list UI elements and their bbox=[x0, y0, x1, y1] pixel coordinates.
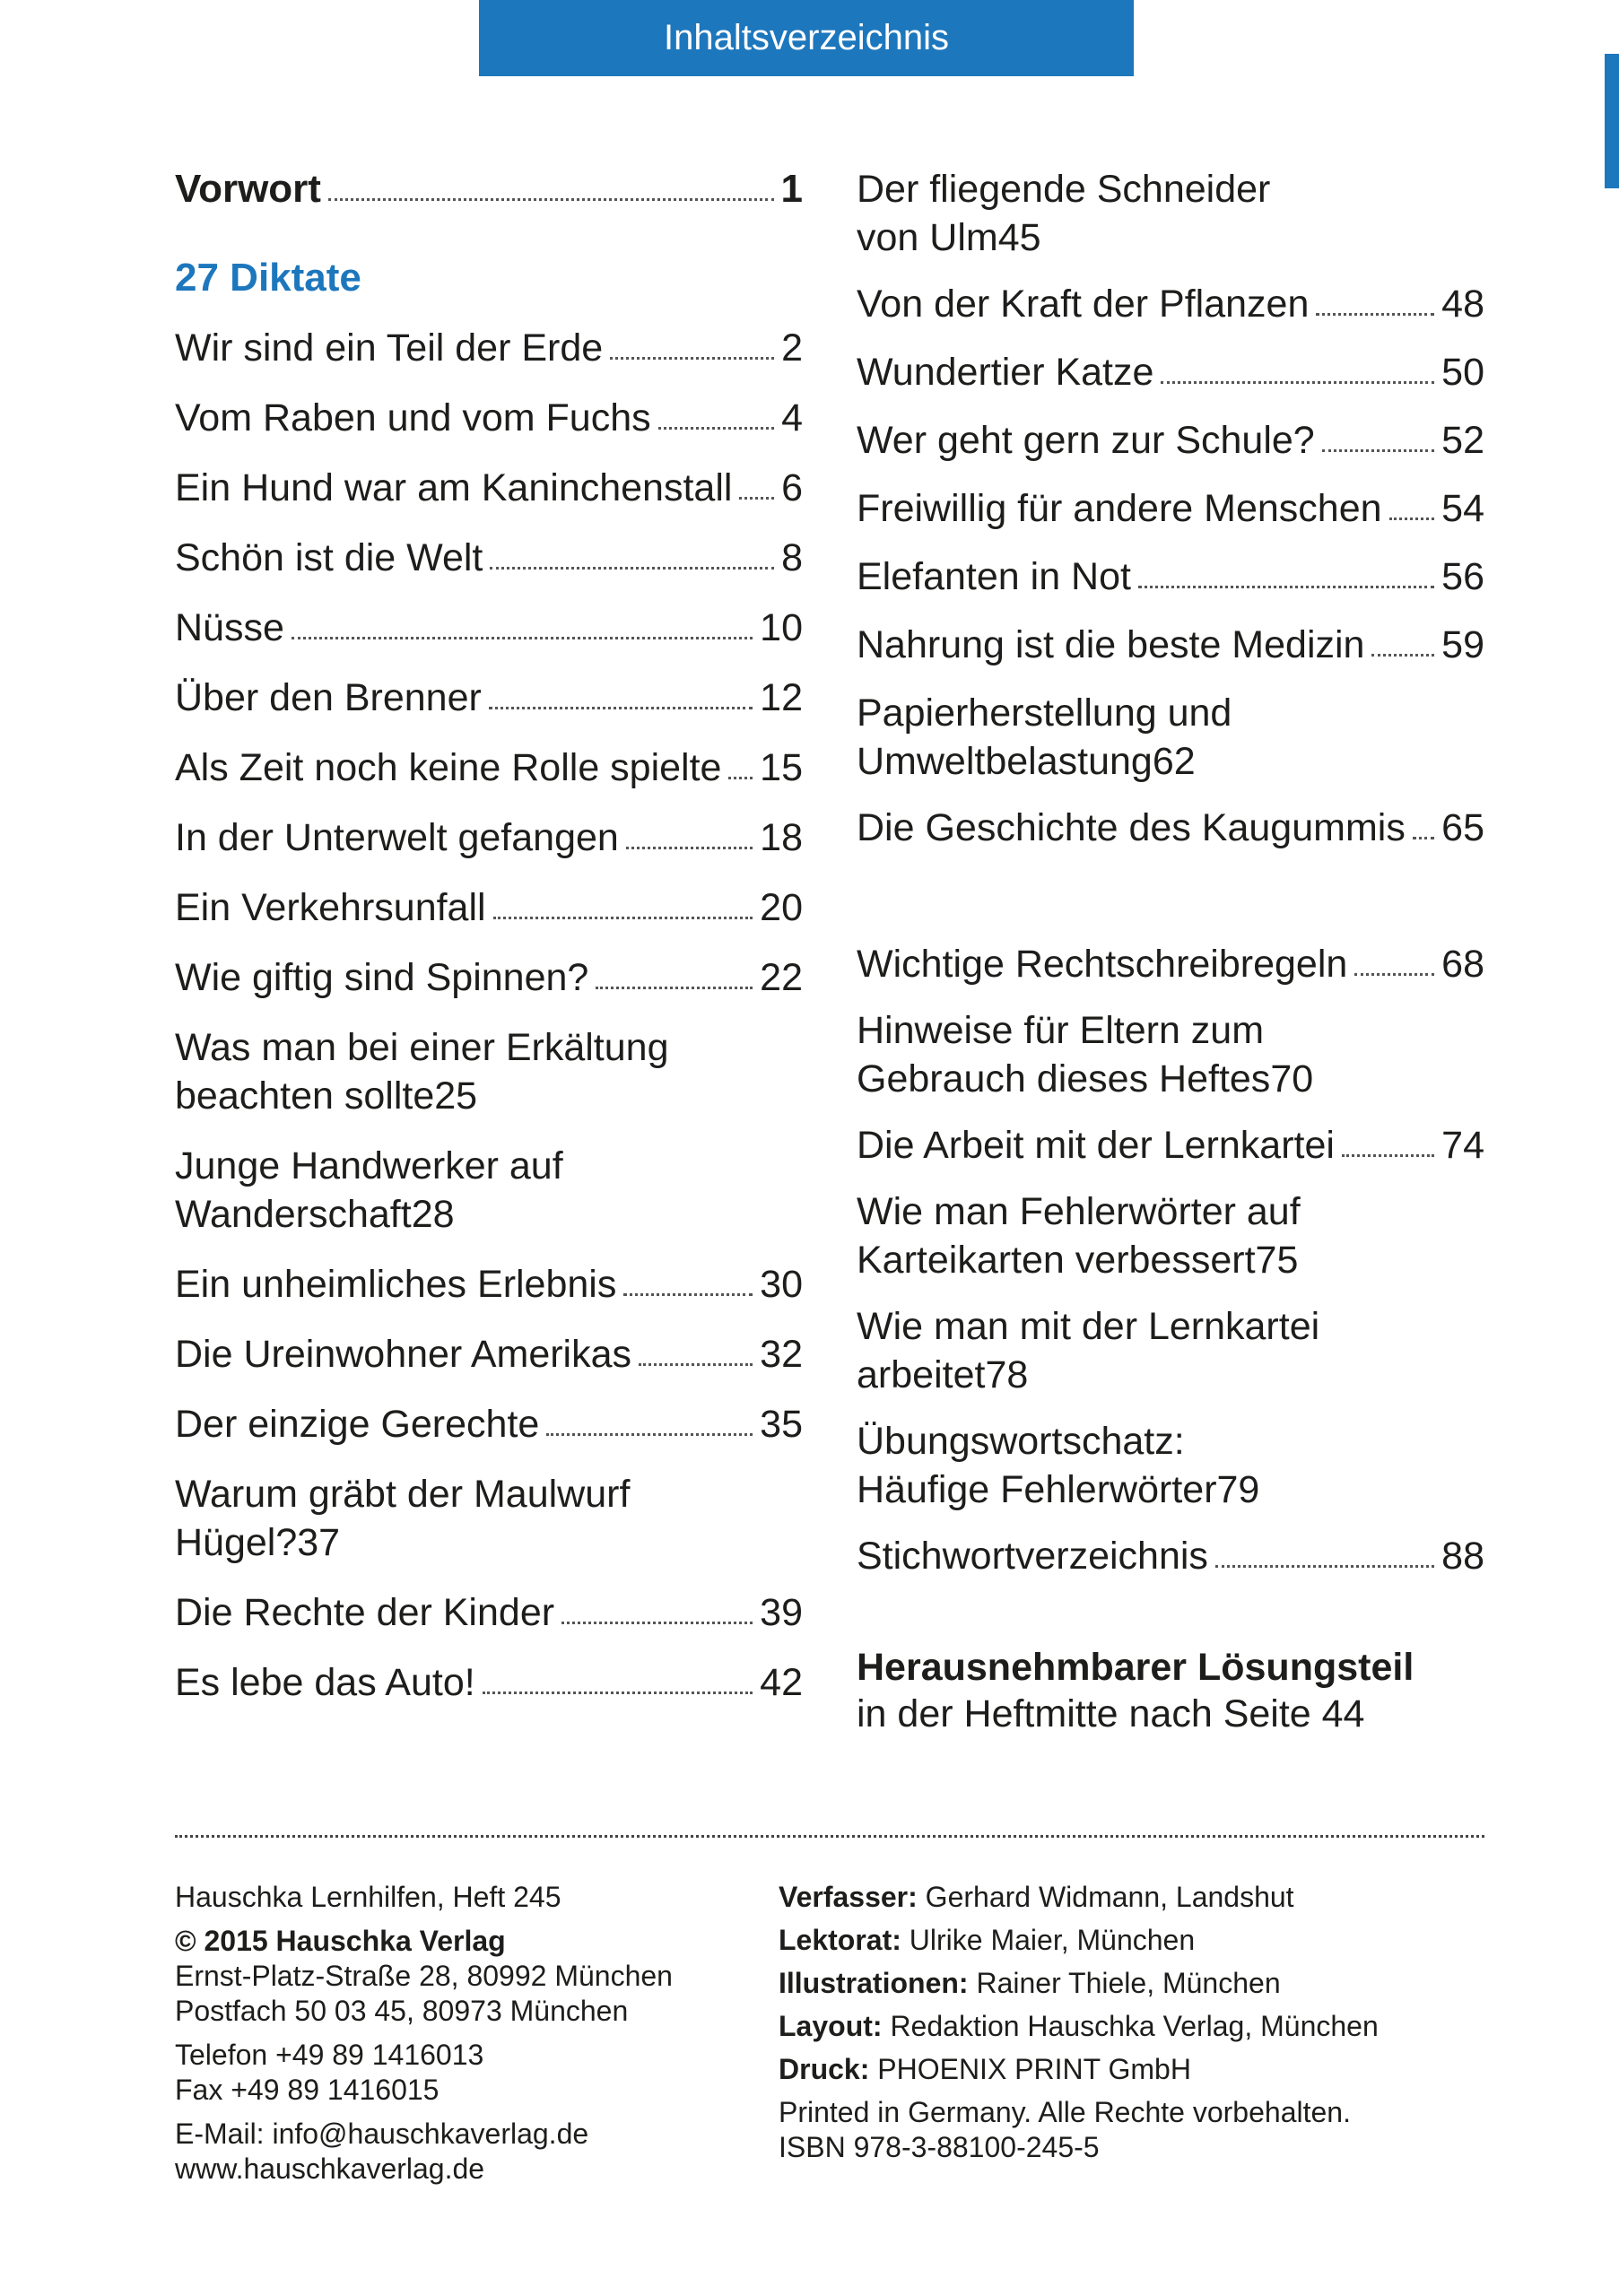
imprint-credits bbox=[779, 1880, 1496, 2165]
toc-entry[interactable]: Papierherstellung und Umweltbelastung 62 bbox=[857, 691, 1232, 783]
toc-entry[interactable]: Warum gräbt der Maulwurf Hügel? 37 bbox=[175, 1473, 631, 1564]
address-line: Postfach 50 03 45, 80973 München bbox=[175, 1995, 629, 2027]
website-link[interactable]: www.hauschkaverlag.de bbox=[175, 2152, 485, 2185]
toc-entry[interactable]: Der fliegende Schneider von Ulm 45 bbox=[857, 168, 1271, 259]
toc-right-column bbox=[857, 166, 1484, 1737]
toc-entry[interactable]: Die Rechte der Kinder 39 bbox=[175, 1591, 803, 1634]
credit-author: Verfasser: Gerhard Widmann, Landshut bbox=[779, 1881, 1294, 1913]
header-tab bbox=[479, 0, 1134, 76]
toc-entry-foreword[interactable]: Vorwort 1 bbox=[175, 167, 803, 211]
solution-note-text: in der Heftmitte nach Seite 44 bbox=[857, 1692, 1365, 1735]
toc-left-column bbox=[175, 166, 803, 1706]
toc-entry[interactable]: Schön ist die Welt 8 bbox=[175, 536, 803, 579]
toc-entry[interactable]: Ein Verkehrsunfall 20 bbox=[175, 886, 803, 929]
toc-entry[interactable]: Wichtige Rechtschreibregeln 68 bbox=[857, 943, 1484, 986]
section-title: 27 Diktate bbox=[175, 256, 361, 300]
toc-entry[interactable]: Wie man mit der Lernkartei arbeitet 78 bbox=[857, 1305, 1320, 1396]
toc-entry[interactable]: Nüsse 10 bbox=[175, 606, 803, 649]
toc-entry[interactable]: Als Zeit noch keine Rolle spielte 15 bbox=[175, 746, 803, 789]
email-line[interactable]: E-Mail: info@hauschkaverlag.de bbox=[175, 2118, 589, 2150]
toc-entry[interactable]: Wundertier Katze 50 bbox=[857, 351, 1484, 394]
credit-print: Druck: PHOENIX PRINT GmbH bbox=[779, 2053, 1191, 2085]
copyright-line: © 2015 Hauschka Verlag bbox=[175, 1925, 506, 1957]
toc-entry[interactable]: Wir sind ein Teil der Erde 2 bbox=[175, 326, 803, 370]
fax-line: Fax +49 89 1416015 bbox=[175, 2074, 440, 2106]
toc-entry[interactable]: Der einzige Gerechte 35 bbox=[175, 1403, 803, 1446]
toc-entry[interactable]: Wer geht gern zur Schule? 52 bbox=[857, 419, 1484, 462]
edge-marker bbox=[1605, 54, 1619, 188]
toc-entry[interactable]: Wie giftig sind Spinnen? 22 bbox=[175, 956, 803, 999]
series-line: Hauschka Lernhilfen, Heft 245 bbox=[175, 1881, 561, 1913]
toc-entry[interactable]: Über den Brenner 12 bbox=[175, 676, 803, 719]
toc-entry[interactable]: Wie man Fehlerwörter auf Karteikarten verbessert 75 bbox=[857, 1190, 1301, 1282]
toc-entry[interactable]: Stichwortverzeichnis 88 bbox=[857, 1535, 1484, 1578]
toc-entry[interactable]: Nahrung ist die beste Medizin 59 bbox=[857, 623, 1484, 666]
toc-entry[interactable]: Ein Hund war am Kaninchenstall 6 bbox=[175, 466, 803, 509]
page-title: Inhaltsverzeichnis bbox=[664, 18, 949, 57]
solution-note bbox=[857, 1644, 1484, 1737]
toc-entry[interactable]: Hinweise für Eltern zum Gebrauch dieses Heftes 70 bbox=[857, 1009, 1314, 1100]
toc-entry[interactable]: Vom Raben und vom Fuchs 4 bbox=[175, 396, 803, 439]
toc-entry[interactable]: Junge Handwerker auf Wanderschaft 28 bbox=[175, 1144, 563, 1236]
footer-divider bbox=[175, 1835, 1484, 1838]
isbn-line: ISBN 978-3-88100-245-5 bbox=[779, 2131, 1100, 2163]
toc-entry[interactable]: Ein unheimliches Erlebnis 30 bbox=[175, 1263, 803, 1306]
credit-illustrations: Illustrationen: Rainer Thiele, München bbox=[779, 1967, 1281, 1999]
imprint-publisher bbox=[175, 1880, 803, 2187]
toc-entry[interactable]: Die Arbeit mit der Lernkartei 74 bbox=[857, 1124, 1484, 1167]
toc-entry[interactable]: Von der Kraft der Pflanzen 48 bbox=[857, 283, 1484, 326]
toc-entry[interactable]: Die Geschichte des Kaugummis 65 bbox=[857, 806, 1484, 849]
credit-editor: Lektorat: Ulrike Maier, München bbox=[779, 1924, 1196, 1956]
toc-entry[interactable]: Was man bei einer Erkältung beachten sollte 25 bbox=[175, 1026, 669, 1118]
toc-entry[interactable]: Freiwillig für andere Menschen 54 bbox=[857, 487, 1484, 530]
toc-entry[interactable]: Die Ureinwohner Amerikas 32 bbox=[175, 1333, 803, 1376]
toc-entry[interactable]: Es lebe das Auto! 42 bbox=[175, 1661, 803, 1704]
address-line: Ernst-Platz-Straße 28, 80992 München bbox=[175, 1960, 673, 1992]
toc-entry[interactable]: Elefanten in Not 56 bbox=[857, 555, 1484, 598]
toc-entry[interactable]: In der Unterwelt gefangen 18 bbox=[175, 816, 803, 859]
rights-line: Printed in Germany. Alle Rechte vorbehalten. bbox=[779, 2096, 1351, 2128]
phone-line: Telefon +49 89 1416013 bbox=[175, 2039, 484, 2071]
solution-note-title: Herausnehmbarer Lösungsteil bbox=[857, 1646, 1414, 1689]
toc-entry[interactable]: Übungswortschatz: Häufige Fehlerwörter 79 bbox=[857, 1420, 1260, 1511]
credit-layout: Layout: Redaktion Hauschka Verlag, München bbox=[779, 2010, 1379, 2042]
